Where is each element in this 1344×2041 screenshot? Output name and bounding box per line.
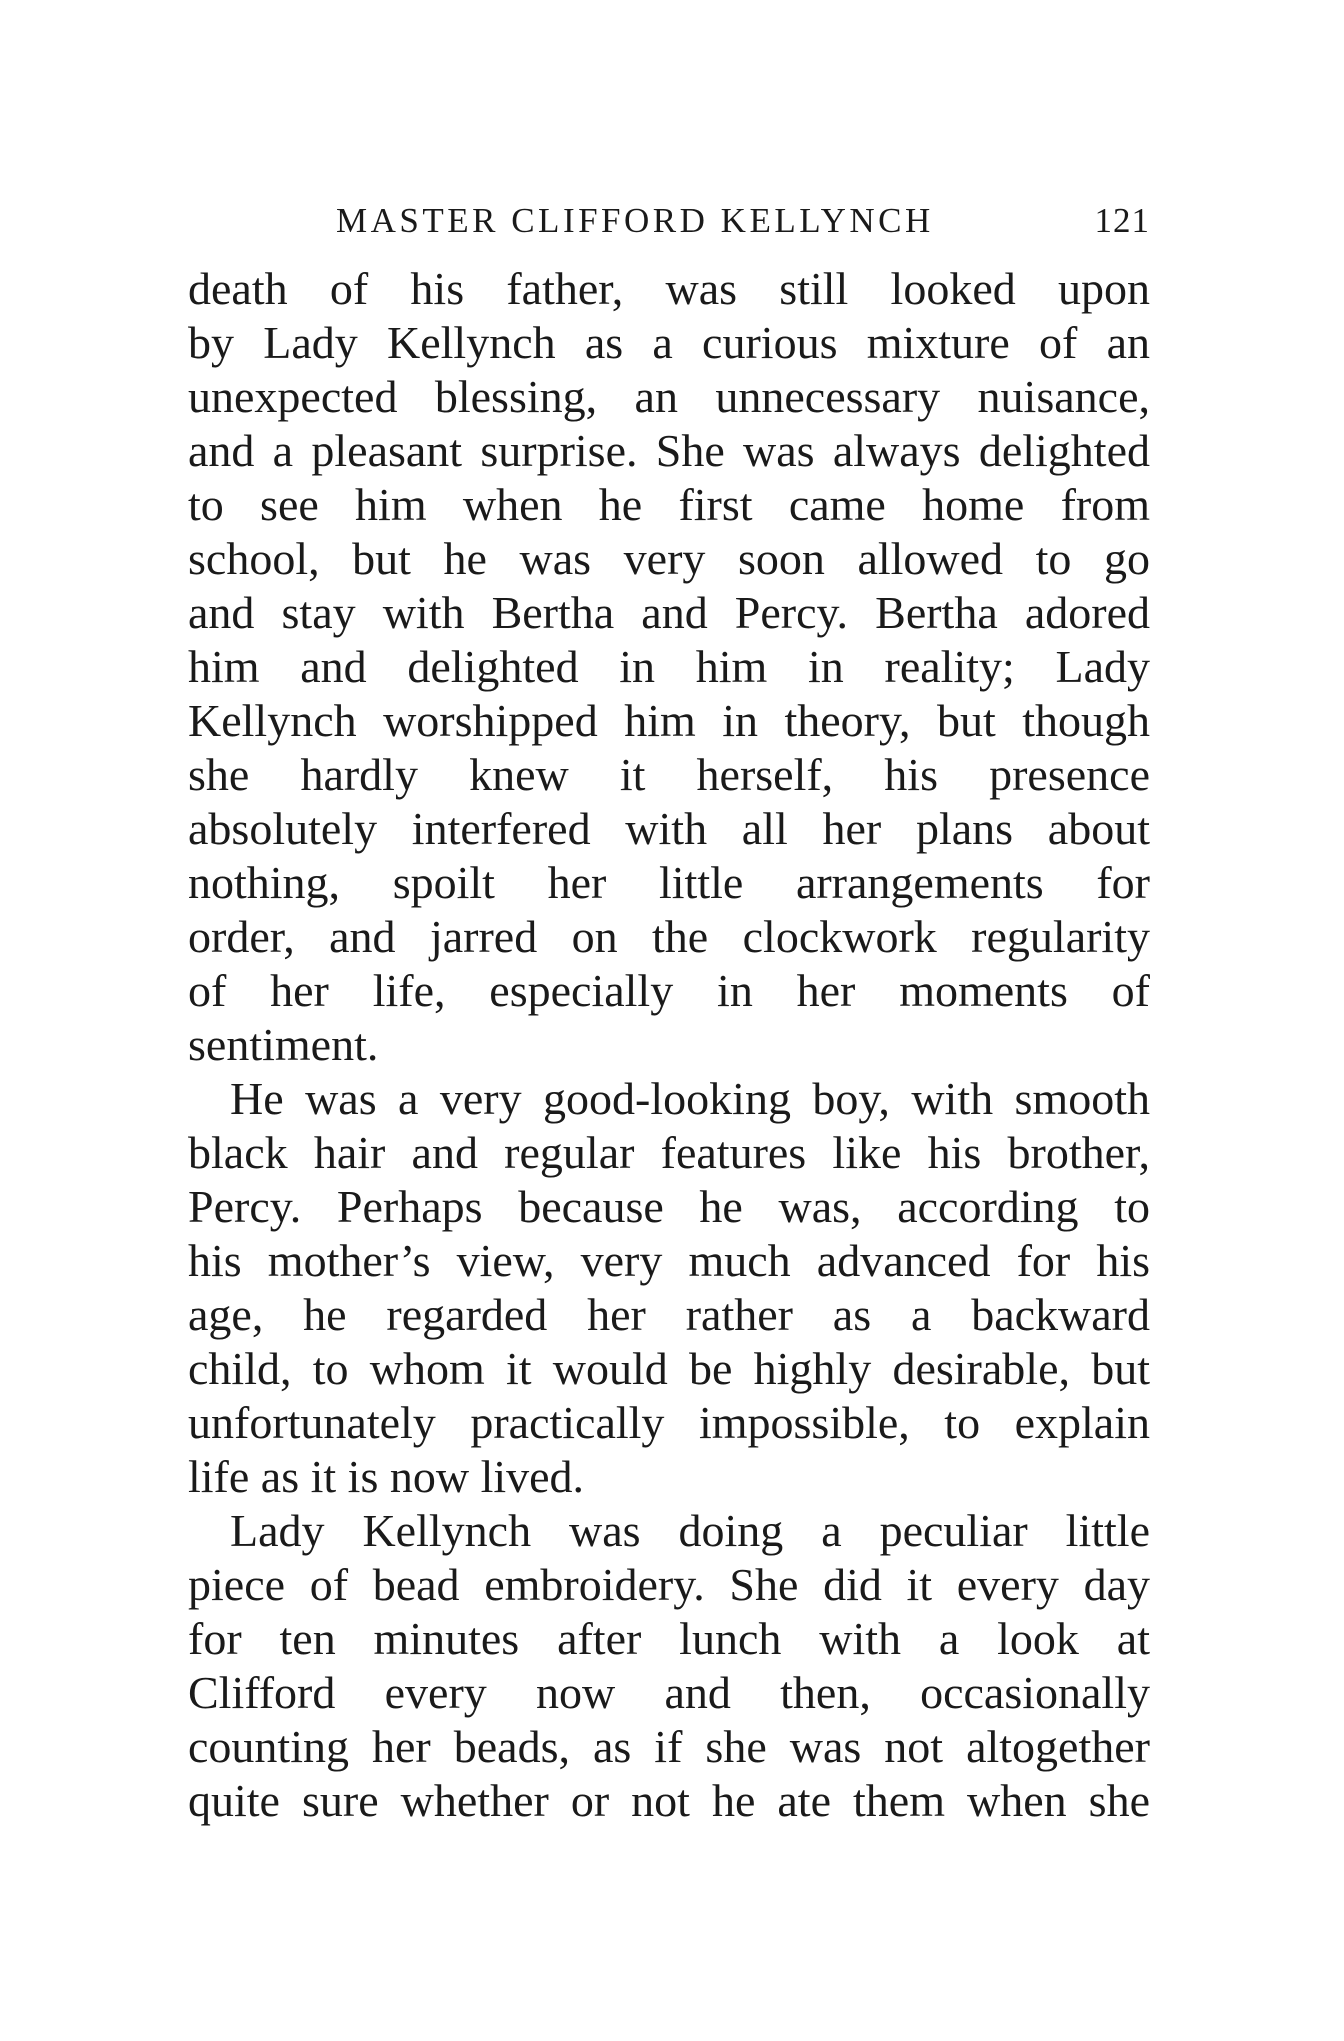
text-line: child, to whom it would be highly desirable, but [188, 1343, 1150, 1394]
text-line: for ten minutes after lunch with a look at [188, 1613, 1150, 1664]
text-line: black hair and regular features like his brother, [188, 1127, 1150, 1178]
page-number: 121 [1094, 201, 1150, 240]
text-line: nothing, spoilt her little arrangements for [188, 857, 1150, 908]
text-line: unfortunately practically impossible, to explain [188, 1397, 1150, 1448]
text-line: Kellynch worshipped him in theory, but though [188, 695, 1150, 746]
text-line: death of his father, was still looked upon [188, 263, 1150, 314]
text-line: she hardly knew it herself, his presence [188, 749, 1150, 800]
text-line: Lady Kellynch was doing a peculiar little [230, 1505, 1150, 1556]
chapter-title: MASTER CLIFFORD KELLYNCH [336, 201, 934, 240]
text-line: his mother’s view, very much advanced for his [188, 1235, 1150, 1286]
text-line: order, and jarred on the clockwork regularity [188, 911, 1150, 962]
text-line: age, he regarded her rather as a backward [188, 1289, 1150, 1340]
text-line: absolutely interfered with all her plans about [188, 803, 1150, 854]
text-line: Percy. Perhaps because he was, according to [188, 1181, 1150, 1232]
body-text [188, 262, 1150, 1828]
text-line: and a pleasant surprise. She was always delighted [188, 425, 1150, 476]
text-line: piece of bead embroidery. She did it every day [188, 1559, 1150, 1610]
text-line: to see him when he first came home from [188, 479, 1150, 530]
running-head [336, 196, 1150, 246]
text-line: Clifford every now and then, occasionally [188, 1667, 1150, 1718]
text-line: school, but he was very soon allowed to go [188, 533, 1150, 584]
text-line: him and delighted in him in reality; Lady [188, 641, 1150, 692]
text-line: and stay with Bertha and Percy. Bertha adored [188, 587, 1150, 638]
text-line: unexpected blessing, an unnecessary nuisance, [188, 371, 1150, 422]
text-line: by Lady Kellynch as a curious mixture of an [188, 317, 1150, 368]
text-line: sentiment. [188, 1019, 379, 1070]
text-line: of her life, especially in her moments of [188, 965, 1150, 1016]
text-line: He was a very good-looking boy, with smooth [230, 1073, 1150, 1124]
text-line: quite sure whether or not he ate them when she [188, 1775, 1150, 1826]
text-line: counting her beads, as if she was not altogether [188, 1721, 1150, 1772]
text-line: life as it is now lived. [188, 1451, 585, 1502]
